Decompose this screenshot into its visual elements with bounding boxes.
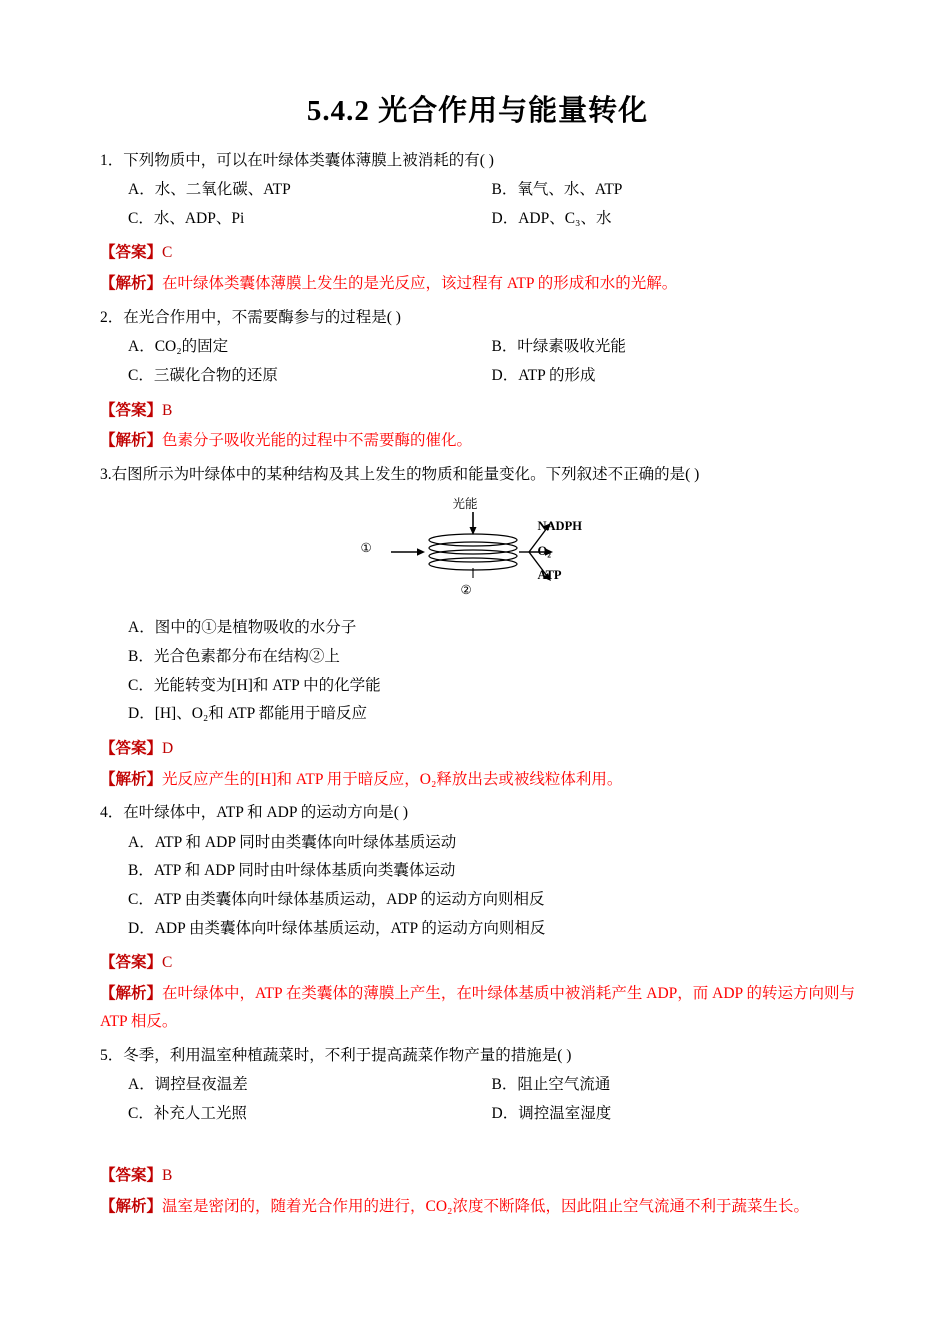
explain-tag: 【解析】	[100, 770, 163, 788]
option-row	[128, 333, 855, 362]
figure-output-atp: ATP	[537, 567, 562, 582]
option-row	[128, 700, 855, 729]
explanation-line	[100, 427, 855, 455]
chloroplast-diagram	[100, 494, 855, 604]
figure-output-o2: O₂	[537, 543, 551, 558]
answer-value: D	[162, 739, 174, 757]
explanation-text: 温室是密闭的，随着光合作用的进行，CO₂浓度不断降低，因此阻止空气流通不利于蔬菜生长。	[162, 1197, 809, 1215]
option-b: B．叶绿素吸收光能	[491, 338, 626, 356]
question-stem: 4．在叶绿体中，ATP 和 ADP 的运动方向是( )	[100, 804, 408, 822]
answer-line	[100, 397, 855, 426]
question-stem: 2．在光合作用中，不需要酶参与的过程是( )	[100, 309, 401, 327]
figure-output-nadph: NADPH	[537, 519, 582, 534]
explanation-line	[100, 270, 855, 298]
option-b: B．ATP 和 ADP 同时由叶绿体基质向类囊体运动	[128, 862, 456, 880]
explain-tag: 【解析】	[100, 984, 163, 1002]
option-a: A．ATP 和 ADP 同时由类囊体向叶绿体基质运动	[128, 833, 457, 851]
answer-value: B	[162, 1167, 173, 1185]
option-row	[128, 829, 855, 858]
option-row	[128, 886, 855, 915]
option-d: D．ADP、C₃、水	[491, 209, 612, 227]
answer-tag: 【答案】	[100, 401, 163, 419]
option-row	[128, 176, 855, 205]
answer-line	[100, 735, 855, 764]
question-block	[100, 799, 855, 1035]
option-c: C．ATP 由类囊体向叶绿体基质运动，ADP 的运动方向则相反	[128, 890, 545, 908]
option-b: B．光合色素都分布在结构②上	[128, 647, 340, 665]
figure-label-light: 光能	[452, 497, 478, 512]
question-stem: 3.右图所示为叶绿体中的某种结构及其上发生的物质和能量变化。下列叙述不正确的是( )	[100, 466, 700, 484]
explanation-text: 色素分子吸收光能的过程中不需要酶的催化。	[162, 432, 473, 450]
option-a: A．图中的①是植物吸收的水分子	[128, 619, 357, 637]
option-a: A．水、二氧化碳、ATP	[128, 181, 291, 199]
explanation-line	[100, 1193, 855, 1221]
answer-line	[100, 1162, 855, 1191]
option-row	[128, 915, 855, 944]
option-c: C．补充人工光照	[128, 1104, 247, 1122]
question-block	[100, 304, 855, 455]
option-list	[128, 176, 855, 233]
figure-label-marker-2: ②	[460, 583, 472, 598]
answer-value: C	[162, 954, 173, 972]
explain-tag: 【解析】	[100, 432, 163, 450]
option-d: D．调控温室湿度	[491, 1104, 612, 1122]
option-a: A．CO₂的固定	[128, 338, 229, 356]
explanation-text: 在叶绿体中，ATP 在类囊体的薄膜上产生，在叶绿体基质中被消耗产生 ADP，而 ADP 的转运方向则与 ATP 相反。	[100, 984, 855, 1030]
option-c: C．水、ADP、Pi	[128, 209, 245, 227]
option-list	[128, 1071, 855, 1128]
figure-output-labels	[538, 514, 582, 587]
option-c: C．三碳化合物的还原	[128, 366, 278, 384]
explanation-text: 在叶绿体类囊体薄膜上发生的是光反应，该过程有 ATP 的形成和水的光解。	[162, 275, 678, 293]
option-b: B．氧气、水、ATP	[491, 181, 623, 199]
option-d: D．ATP 的形成	[491, 366, 596, 384]
explanation-line	[100, 766, 855, 794]
question-stem: 5．冬季，利用温室种植蔬菜时，不利于提高蔬菜作物产量的措施是( )	[100, 1046, 572, 1064]
spacer	[100, 1128, 855, 1156]
answer-value: B	[162, 401, 173, 419]
option-list	[128, 614, 855, 729]
question-block	[100, 147, 855, 298]
option-a: A．调控昼夜温差	[128, 1075, 248, 1093]
explanation-line	[100, 980, 855, 1036]
explain-tag: 【解析】	[100, 1197, 163, 1215]
option-row	[128, 643, 855, 672]
option-c: C．光能转变为[H]和 ATP 中的化学能	[128, 676, 381, 694]
answer-tag: 【答案】	[100, 954, 163, 972]
explanation-text: 光反应产生的[H]和 ATP 用于暗反应，O₂释放出去或被线粒体利用。	[162, 770, 623, 788]
question-block	[100, 1042, 855, 1221]
option-d: D．ADP 由类囊体向叶绿体基质运动，ATP 的运动方向则相反	[128, 919, 546, 937]
explain-tag: 【解析】	[100, 275, 163, 293]
option-d: D．[H]、O₂和 ATP 都能用于暗反应	[128, 705, 368, 723]
answer-tag: 【答案】	[100, 1167, 163, 1185]
figure-label-marker-1: ①	[360, 541, 372, 556]
option-row	[128, 205, 855, 234]
option-row	[128, 857, 855, 886]
option-row	[128, 1071, 855, 1100]
option-row	[128, 362, 855, 391]
answer-tag: 【答案】	[100, 739, 163, 757]
question-stem: 1．下列物质中，可以在叶绿体类囊体薄膜上被消耗的有( )	[100, 152, 494, 169]
answer-tag: 【答案】	[100, 244, 163, 262]
option-list	[128, 829, 855, 944]
answer-value: C	[162, 244, 173, 262]
page-title: 5.4.2 光合作用与能量转化	[306, 95, 649, 127]
answer-line	[100, 949, 855, 978]
question-block	[100, 461, 855, 793]
option-row	[128, 672, 855, 701]
answer-line	[100, 239, 855, 268]
option-list	[128, 333, 855, 390]
option-row	[128, 614, 855, 643]
option-b: B．阻止空气流通	[491, 1075, 611, 1093]
option-row	[128, 1100, 855, 1129]
